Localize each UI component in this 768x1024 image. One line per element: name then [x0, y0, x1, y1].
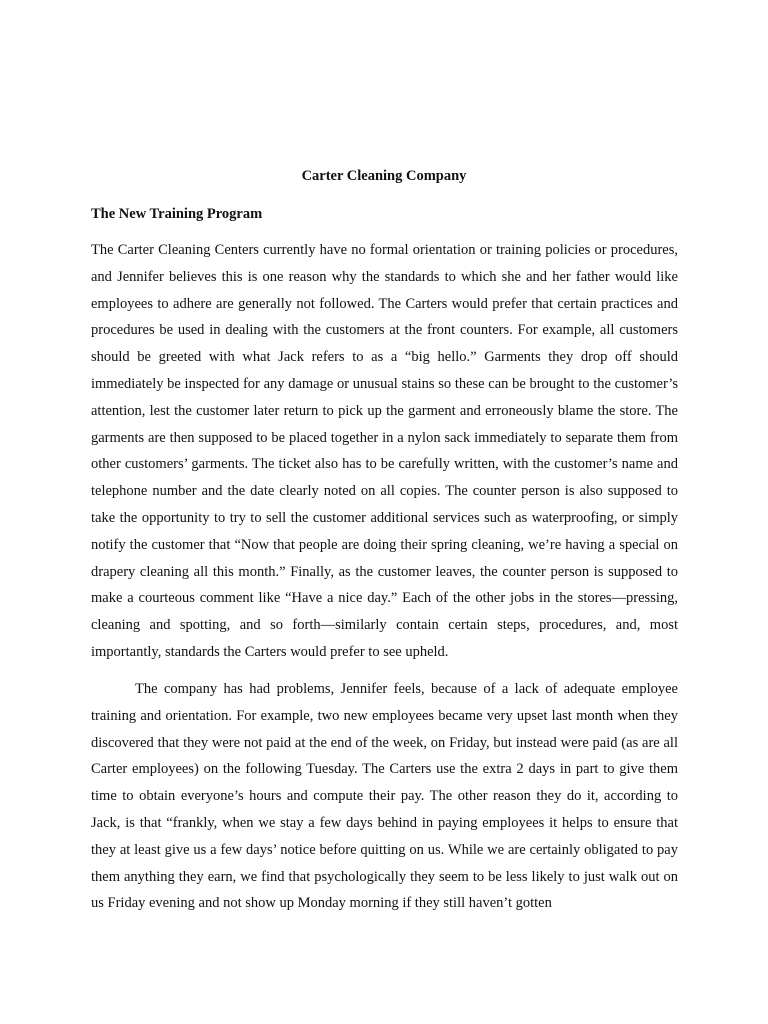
section-heading: The New Training Program — [91, 206, 263, 222]
body-paragraph-1: The Carter Cleaning Centers currently have no formal orientation or training policies or procedures, and Jennifer believes this is one reason why the standards to which she and her father would like employees to adhere are generally not followed. The Carters would prefer that certain practices and procedures be used in dealing with the customers at the front counters. For example, all customers should be greeted with what Jack refers to as a “big hello.” Garments they drop off should immediately be inspected for any damage or unusual stains so these can be brought to the customer’s attention, lest the customer later return to pick up the garment and erroneously blame the store. The garments are then supposed to be placed together in a nylon sack immediately to separate them from other customers’ garments. The ticket also has to be carefully written, with the customer’s name and telephone number and the date clearly noted on all copies. The counter person is also supposed to take the opportunity to try to sell the customer additional services such as waterproofing, or simply notify the customer that “Now that people are doing their spring cleaning, we’re having a special on drapery cleaning all this month.” Finally, as the customer leaves, the counter person is supposed to make a courteous comment like “Have a nice day.” Each of the other jobs in the stores—pressing, cleaning and spotting, and so forth—similarly contain certain steps, procedures, and, most importantly, standards the Carters would prefer to see upheld. — [91, 242, 678, 660]
body-paragraph-2: The company has had problems, Jennifer feels, because of a lack of adequate employee training and orientation. For example, two new employees became very upset last month when they discovered that they were not paid at the end of the week, on Friday, but instead were paid (as are all Carter employees) on the following Tuesday. The Carters use the extra 2 days in part to give them time to obtain everyone’s hours and compute their pay. The other reason they do it, according to Jack, is that “frankly, when we stay a few days behind in paying employees it helps to ensure that they at least give us a few days’ notice before quitting on us. While we are certainly obligated to pay them anything they earn, we find that psychologically they seem to be less likely to just walk out on us Friday evening and not show up Monday morning if they still haven’t gotten — [91, 681, 678, 912]
document-title: Carter Cleaning Company — [301, 168, 467, 184]
